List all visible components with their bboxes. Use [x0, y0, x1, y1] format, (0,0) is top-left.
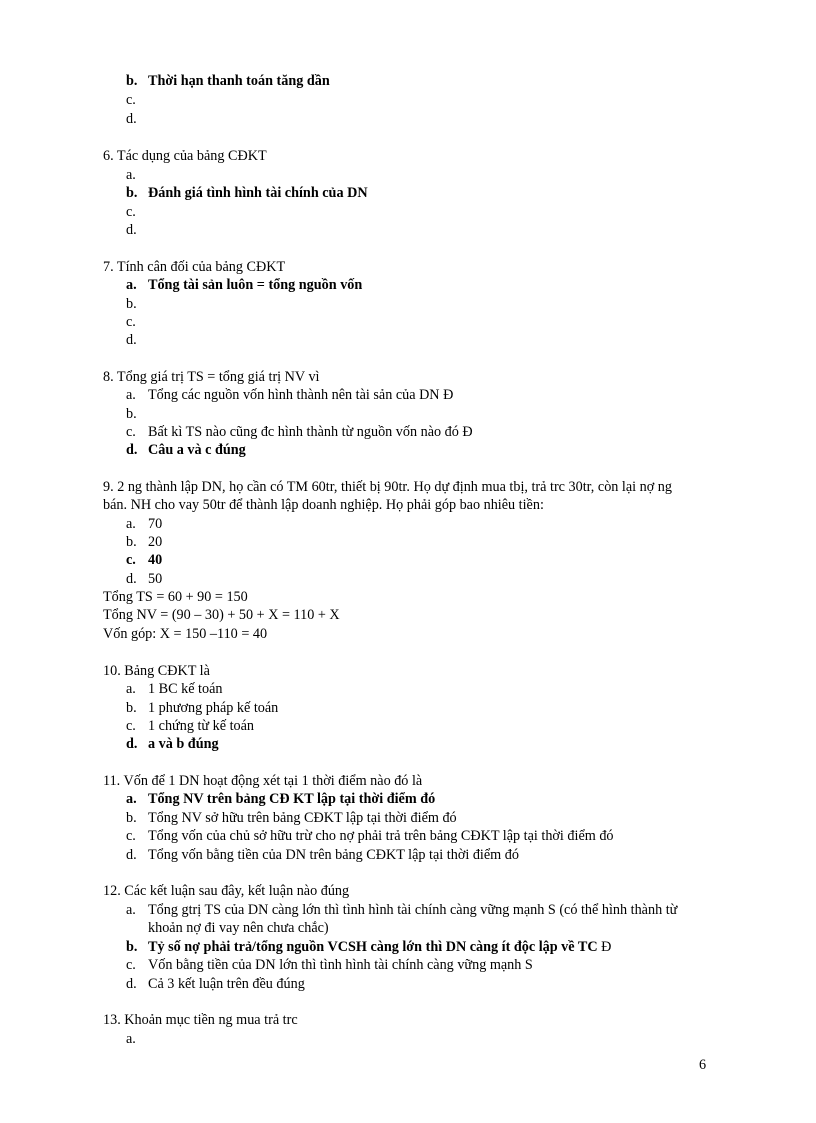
option-row: c.: [126, 92, 136, 108]
option-row: a.: [126, 1031, 136, 1047]
option-row: b. 1 phương pháp kế toán: [126, 700, 279, 716]
option-row: c. Bất kì TS nào cũng đc hình thành từ nguồn vốn nào đó Đ: [126, 424, 473, 440]
question-11: 11. Vốn để 1 DN hoạt động xét tại 1 thời điểm nào đó là: [103, 773, 423, 789]
option-row: a. Tổng các nguồn vốn hình thành nên tài sản của DN Đ: [126, 387, 454, 403]
option-row: b. Tỷ số nợ phải trả/tổng nguồn VCSH càng lớn thì DN càng ít độc lập về TC Đ: [126, 939, 612, 955]
question-6: 6. Tác dụng của bảng CĐKT: [103, 148, 267, 164]
option-row: b.: [126, 406, 137, 422]
option-row: c.: [126, 314, 136, 330]
option-row: b.: [126, 296, 137, 312]
option-row: c. 40: [126, 552, 163, 568]
option-row: c. Tổng vốn của chủ sở hữu trừ cho nợ phải trả trên bảng CĐKT lập tại thời điểm đó: [126, 828, 614, 844]
option-row: d. Cả 3 kết luận trên đều đúng: [126, 976, 305, 992]
option-row: a. Tổng tài sản luôn = tổng nguồn vốn: [126, 277, 363, 293]
option-row: d. 50: [126, 571, 163, 587]
option-row: a. Tổng NV trên bảng CĐ KT lập tại thời điểm đó: [126, 791, 436, 807]
option-row: c. 1 chứng từ kế toán: [126, 718, 254, 734]
option-row: c. Vốn bằng tiền của DN lớn thì tình hình tài chính càng vững mạnh S: [126, 957, 533, 973]
option-row: d.: [126, 332, 137, 348]
question-9: 9. 2 ng thành lập DN, họ cần có TM 60tr, thiết bị 90tr. Họ dự định mua tbị, trả trc 30tr, còn lại nợ ng: [103, 479, 672, 495]
option-row: d.: [126, 111, 137, 127]
question-9-cont: bán. NH cho vay 50tr để thành lập doanh nghiệp. Họ phải góp bao nhiêu tiền:: [103, 497, 544, 513]
option-row: b. Đánh giá tình hình tài chính của DN: [126, 185, 368, 201]
option-row: a. 1 BC kế toán: [126, 681, 223, 697]
option-row: a.: [126, 167, 136, 183]
question-7: 7. Tính cân đối của bảng CĐKT: [103, 259, 286, 275]
question-13: 13. Khoản mục tiền ng mua trả trc: [103, 1012, 298, 1028]
option-row: d.: [126, 222, 137, 238]
option-row-cont: khoản nợ đi vay nên chưa chắc): [148, 920, 329, 936]
question-8: 8. Tổng giá trị TS = tổng giá trị NV vì: [103, 369, 320, 385]
option-row: c.: [126, 204, 136, 220]
page-number: 6: [699, 1057, 707, 1073]
calculation-line: Tổng NV = (90 – 30) + 50 + X = 110 + X: [103, 607, 340, 623]
option-row: d. Tổng vốn bằng tiền của DN trên bảng CĐKT lập tại thời điểm đó: [126, 847, 519, 863]
option-row: a. 70: [126, 516, 163, 532]
option-row: b. Tổng NV sở hữu trên bảng CĐKT lập tại thời điểm đó: [126, 810, 457, 826]
question-12: 12. Các kết luận sau đây, kết luận nào đúng: [103, 883, 350, 899]
calculation-line: Vốn góp: X = 150 –110 = 40: [103, 626, 268, 642]
option-row: b. 20: [126, 534, 163, 550]
option-row: b. Thời hạn thanh toán tăng dần: [126, 73, 330, 89]
question-10: 10. Bảng CĐKT là: [103, 663, 210, 679]
calculation-line: Tổng TS = 60 + 90 = 150: [103, 589, 248, 605]
option-row: a. Tổng gtrị TS của DN càng lớn thì tình hình tài chính càng vững mạnh S (có thể hình thành từ: [126, 902, 678, 918]
option-row: d. a và b đúng: [126, 736, 219, 752]
option-row: d. Câu a và c đúng: [126, 442, 246, 458]
